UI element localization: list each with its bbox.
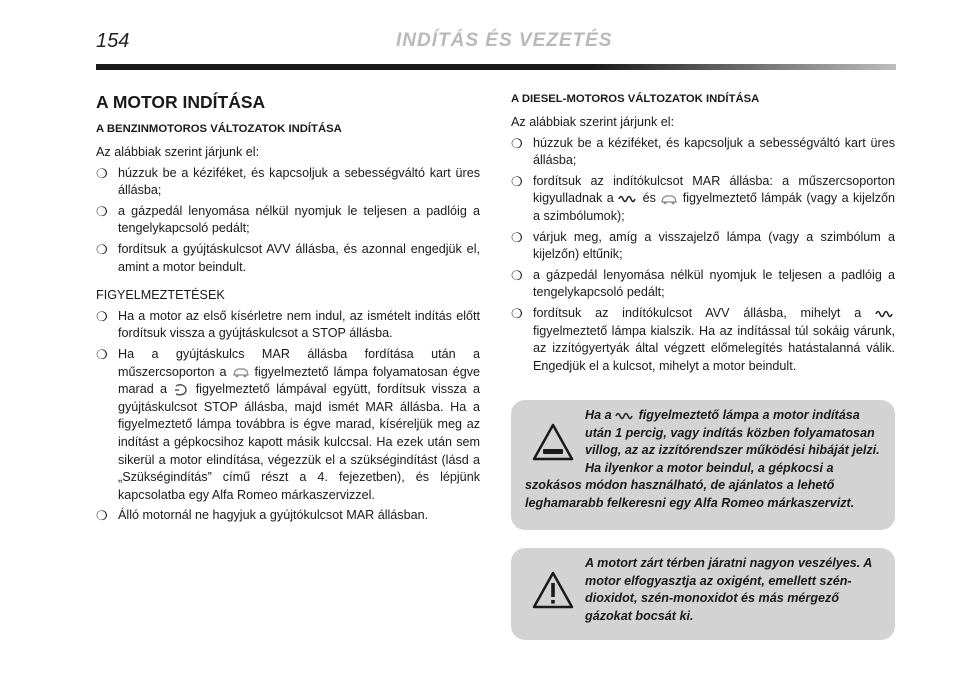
- warnings-list: [96, 308, 480, 525]
- list-item: ❍ húzzuk be a kéziféket, és kapcsoljuk a sebességváltó kart üres állásba;: [511, 135, 895, 168]
- list-item: ❍ a gázpedál lenyomása nélkül nyomjuk le teljesen a padlóig a tengelykapcsoló pedált;: [511, 267, 895, 300]
- list-item: ❍ fordítsuk a gyújtáskulcsot AVV állásba, és azonnal engedjük el, amint a motor beindult.: [96, 241, 480, 274]
- page-number: 154: [96, 30, 130, 52]
- bullet-icon: ❍: [96, 308, 108, 324]
- warning-triangle-icon: [531, 421, 575, 465]
- bullet-icon: ❍: [96, 508, 108, 524]
- bullet-icon: ❍: [96, 203, 108, 219]
- bullet-icon: ❍: [511, 229, 523, 245]
- main-heading: A MOTOR INDÍTÁSA: [96, 92, 266, 112]
- bullet-icon: ❍: [511, 173, 523, 189]
- list-item: ❍ húzzuk be a kéziféket, és kapcsoljuk a sebességváltó kart üres állásba;: [96, 165, 480, 198]
- glow-plug-icon: [875, 309, 895, 319]
- immobilizer-car-icon: [232, 366, 250, 378]
- bullet-icon: ❍: [96, 165, 108, 181]
- page-header: [96, 30, 896, 60]
- bullet-icon: ❍: [511, 267, 523, 283]
- warnings-heading: FIGYELMEZTETÉSEK: [96, 288, 225, 303]
- glow-plug-fault-note: Ha a figyelmeztető lámpa a motor indítása után 1 percig, vagy indítás közben folyamatosan villog, az az izzítórendszer működési hibáját jelzi. Ha ilyenkor a motor beindul, a gépkocsi a szokásos módon használható, de ajánlatos a lehető leghamarabb felkeresni egy Alfa Romeo márkaszervizt.: [511, 400, 895, 530]
- glow-plug-icon: [615, 411, 635, 421]
- header-rule: [96, 64, 896, 70]
- section-title: INDÍTÁS ÉS VEZETÉS: [396, 30, 613, 51]
- left-column: [96, 92, 480, 528]
- bullet-icon: ❍: [511, 305, 523, 321]
- list-item: ❍ Álló motornál ne hagyjuk a gyújtókulcsot MAR állásban.: [96, 508, 429, 524]
- bullet-icon: ❍: [96, 346, 108, 362]
- immobilizer-car-icon: [660, 193, 678, 205]
- list-item: ❍ a gázpedál lenyomása nélkül nyomjuk le teljesen a padlóig a tengelykapcsoló pedált;: [96, 203, 480, 236]
- glow-plug-icon: [618, 194, 638, 204]
- petrol-subheading: A BENZINMOTOROS VÁLTOZATOK INDÍTÁSA: [96, 123, 342, 135]
- danger-triangle-icon: [531, 569, 575, 613]
- bullet-icon: ❍: [96, 241, 108, 257]
- list-item: ❍ várjuk meg, amíg a visszajelző lámpa (vagy a szimbólum a kijelzőn) eltűnik;: [511, 229, 895, 262]
- diesel-intro: Az alábbiak szerint járjunk el:: [511, 115, 675, 129]
- list-item: ❍ Ha a motor az első kísérletre nem indul, az ismételt indítás előtt fordítsuk vissza a gyújtáskulcsot a STOP állásba.: [96, 308, 480, 341]
- list-item: ❍ fordítsuk az indítókulcsot MAR állásba: a műszercsoporton kigyulladnak a és figyelmeztető lámpák (vagy a kijelzőn a szimbólumok);: [511, 173, 896, 223]
- diesel-steps: [511, 135, 895, 376]
- diesel-subheading: A DIESEL-MOTOROS VÁLTOZATOK INDÍTÁSA: [511, 93, 760, 105]
- petrol-intro: Az alábbiak szerint járjunk el:: [96, 145, 260, 159]
- bullet-icon: ❍: [511, 135, 523, 151]
- closed-space-danger-note: A motort zárt térben járatni nagyon veszélyes. A motor elfogyasztja az oxigént, emellett szén-dioxidot, szén-monoxidot és más mérgező gázokat bocsát ki.: [511, 548, 895, 640]
- engine-fault-icon: [173, 384, 189, 396]
- petrol-steps: [96, 165, 480, 277]
- list-item: ❍ fordítsuk az indítókulcsot AVV állásba, mihelyt a figyelmeztető lámpa kialszik. Ha az indítással túl sokáig várunk, az izzítógyertyák által végzett előmelegítés hatástalanná válik. Engedjük el a kulcsot, mihelyt a motor beindult.: [511, 305, 895, 373]
- right-column: [511, 92, 895, 378]
- list-item: ❍ Ha a gyújtáskulcs MAR állásba fordítása után a műszercsoporton a figyelmeztető lámpa folyamatosan égve marad a figyelmeztető lámpával együtt, fordítsuk vissza a gyújtáskulcsot STOP állásba, majd ismét MAR állásba. Ha a figyelmeztető lámpa továbbra is égve marad, kíséreljük meg az indítást a gépkocsihoz kapott másik kulccsal. Ha ezek után sem sikerül a motor elindítása, végezzük el a szükségindítást (lásd a „Szükségindítás” című részt a 4. fejezetben), és lépjünk kapcsolatba egy Alfa Romeo márkaszervizzel.: [96, 346, 480, 502]
